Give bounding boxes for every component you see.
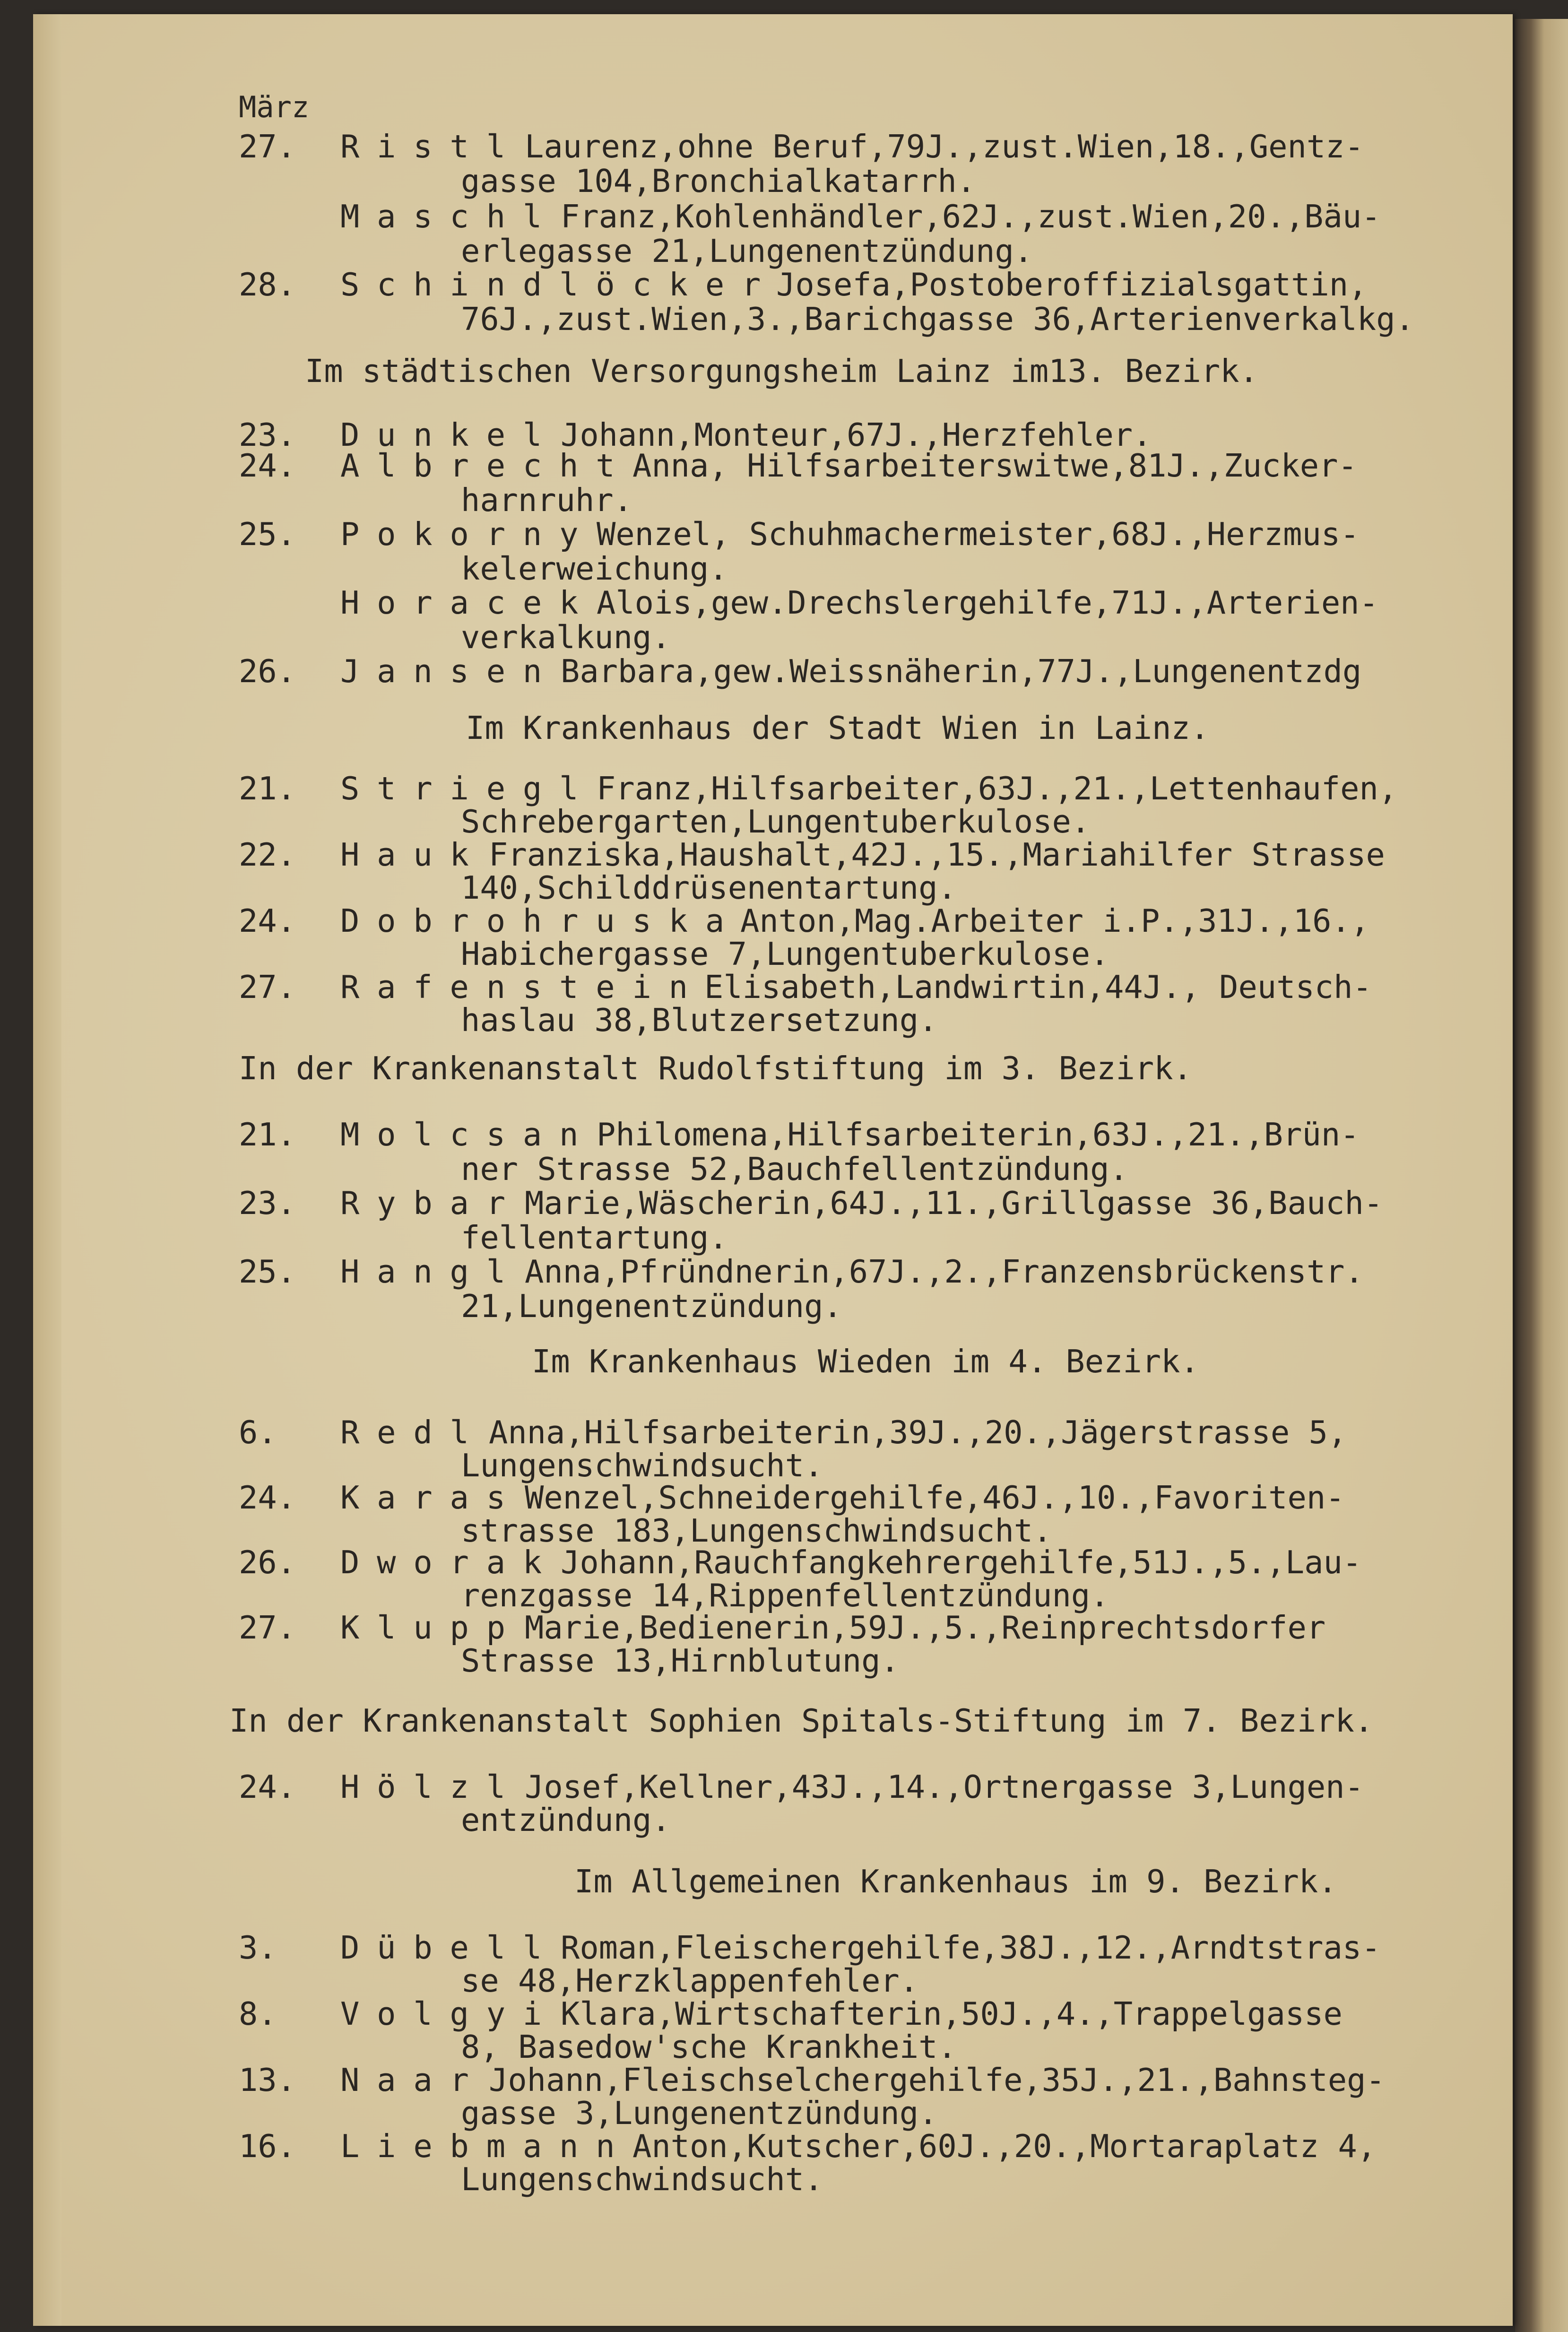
entry-details: Franz,Kohlenhändler,62J.,zust.Wien,20.,Bäu-	[561, 198, 1381, 235]
entry-day: 24.	[239, 902, 296, 939]
entry-day: 23.	[239, 416, 296, 453]
entry-details: Franziska,Haushalt,42J.,15.,Mariahilfer Strasse	[489, 836, 1385, 873]
entry-details-continued: entzündung.	[461, 1802, 671, 1838]
entry-details: Johann,Monteur,67J.,Herzfehler.	[561, 416, 1152, 453]
entry-day: 24.	[239, 447, 296, 484]
section-heading: Im städtischen Versorgungsheim Lainz im13. Bezirk.	[305, 353, 1258, 390]
entry-surname: Liebmann	[340, 2128, 632, 2165]
entry-surname: Pokorny	[340, 516, 596, 553]
entry-day: 27.	[239, 969, 296, 1006]
entry-surname: Dobrohruska	[340, 902, 742, 939]
entry-details: Josefa,Postoberoffizialsgattin,	[776, 266, 1368, 303]
entry-surname: Dunkel	[340, 416, 560, 453]
entry-details-continued: Strasse 13,Hirnblutung.	[461, 1642, 900, 1679]
entry-details-continued: ner Strasse 52,Bauchfellentzündung.	[461, 1151, 1128, 1188]
entry-day: 21.	[239, 770, 296, 807]
entry-details: Franz,Hilfsarbeiter,63J.,21.,Lettenhaufen,	[597, 770, 1398, 807]
section-heading: In der Krankenanstalt Rudolfstiftung im 3. Bezirk.	[239, 1050, 1192, 1087]
section-heading: Im Krankenhaus Wieden im 4. Bezirk.	[532, 1343, 1199, 1380]
entry-day: 27.	[239, 128, 296, 165]
entry-surname: Naar	[340, 2062, 486, 2098]
entry-details-continued: renzgasse 14,Rippenfellentzündung.	[461, 1577, 1109, 1614]
section-heading: Im Allgemeinen Krankenhaus im 9. Bezirk.	[574, 1863, 1337, 1900]
entry-surname: Dübell	[340, 1929, 560, 1966]
entry-details-continued: harnruhr.	[461, 482, 633, 519]
section-heading: Im Krankenhaus der Stadt Wien in Lainz.	[466, 710, 1210, 746]
entry-details: Roman,Fleischergehilfe,38J.,12.,Arndtstras-	[561, 1929, 1381, 1966]
entry-details-continued: 76J.,zust.Wien,3.,Barichgasse 36,Arterienverkalkg.	[461, 301, 1414, 338]
entry-details: Anna, Hilfsarbeiterswitwe,81J.,Zucker-	[632, 447, 1357, 484]
entry-details-continued: Lungenschwindsucht.	[461, 1447, 823, 1484]
entry-details: Anton,Kutscher,60J.,20.,Mortaraplatz 4,	[632, 2128, 1377, 2165]
entry-details-continued: haslau 38,Blutzersetzung.	[461, 1002, 938, 1039]
entry-surname: Dworak	[340, 1544, 560, 1581]
entry-details: Laurenz,ohne Beruf,79J.,zust.Wien,18.,Gentz-	[525, 128, 1364, 165]
entry-day: 8.	[239, 1995, 277, 2032]
entry-details-continued: 21,Lungenentzündung.	[461, 1288, 842, 1325]
entry-day: 25.	[239, 1253, 296, 1290]
entry-details: Anna,Hilfsarbeiterin,39J.,20.,Jägerstrasse 5,	[489, 1414, 1347, 1451]
page-gutter	[33, 14, 61, 2326]
entry-surname: Hölzl	[340, 1769, 523, 1805]
entry-surname: Maschl	[340, 198, 560, 235]
entry-details-continued: fellentartung.	[461, 1219, 728, 1256]
entry-details-continued: kelerweichung.	[461, 550, 728, 587]
entry-surname: Rafenstein	[340, 969, 705, 1006]
entry-surname: Hangl	[340, 1253, 523, 1290]
entry-details: Anton,Mag.Arbeiter i.P.,31J.,16.,	[740, 902, 1370, 939]
entry-day: 13.	[239, 2062, 296, 2098]
entry-day: 25.	[239, 516, 296, 553]
entry-surname: Ristl	[340, 128, 523, 165]
entry-details-continued: gasse 3,Lungenentzündung.	[461, 2095, 938, 2132]
entry-surname: Volgyi	[340, 1995, 560, 2032]
entry-details-continued: Lungenschwindsucht.	[461, 2161, 823, 2198]
entry-day: 28.	[239, 266, 296, 303]
entry-day: 21.	[239, 1116, 296, 1153]
entry-day: 27.	[239, 1609, 296, 1646]
entry-surname: Hauk	[340, 836, 486, 873]
entry-details-continued: Schrebergarten,Lungentuberkulose.	[461, 803, 1091, 840]
entry-details: Anna,Pfründnerin,67J.,2.,Franzensbrückenstr.	[525, 1253, 1364, 1290]
entry-details: Elisabeth,Landwirtin,44J., Deutsch-	[704, 969, 1372, 1006]
entry-details: Josef,Kellner,43J.,14.,Ortnergasse 3,Lungen-	[525, 1769, 1364, 1805]
entry-surname: Rybar	[340, 1185, 523, 1222]
entry-day: 6.	[239, 1414, 277, 1451]
entry-details: Wenzel, Schuhmachermeister,68J.,Herzmus-	[597, 516, 1360, 553]
entry-day: 23.	[239, 1185, 296, 1222]
entry-day: 16.	[239, 2128, 296, 2165]
entry-surname: Karas	[340, 1479, 523, 1516]
entry-surname: Klupp	[340, 1609, 523, 1646]
entry-day: 3.	[239, 1929, 277, 1966]
entry-details-continued: 8, Basedow'sche Krankheit.	[461, 2029, 957, 2065]
entry-surname: Horacek	[340, 584, 596, 621]
entry-details: Klara,Wirtschafterin,50J.,4.,Trappelgasse	[561, 1995, 1343, 2032]
entry-details: Wenzel,Schneidergehilfe,46J.,10.,Favoriten-	[525, 1479, 1345, 1516]
entry-day: 26.	[239, 653, 296, 690]
entry-surname: Striegl	[340, 770, 596, 807]
entry-day: 26.	[239, 1544, 296, 1581]
entry-surname: Molcsan	[340, 1116, 596, 1153]
entry-details: Johann,Fleischselchergehilfe,35J.,21.,Bahnsteg-	[489, 2062, 1385, 2098]
entry-details: Marie,Bedienerin,59J.,5.,Reinprechtsdorfer	[525, 1609, 1326, 1646]
entry-details: Philomena,Hilfsarbeiterin,63J.,21.,Brün-	[597, 1116, 1360, 1153]
entry-details-continued: Habichergasse 7,Lungentuberkulose.	[461, 936, 1109, 972]
month-label: März	[239, 90, 310, 124]
entry-day: 24.	[239, 1479, 296, 1516]
entry-day: 22.	[239, 836, 296, 873]
entry-day: 24.	[239, 1769, 296, 1805]
entry-details-continued: verkalkung.	[461, 619, 671, 656]
entry-details: Barbara,gew.Weissnäherin,77J.,Lungenentzdg	[561, 653, 1362, 690]
entry-details-continued: se 48,Herzklappenfehler.	[461, 1962, 919, 1999]
entry-surname: Albrecht	[340, 447, 632, 484]
next-page-edge	[1515, 19, 1568, 2332]
entry-details-continued: gasse 104,Bronchialkatarrh.	[461, 163, 976, 199]
entry-details: Marie,Wäscherin,64J.,11.,Grillgasse 36,Bauch-	[525, 1185, 1383, 1222]
entry-details-continued: erlegasse 21,Lungenentzündung.	[461, 233, 1033, 269]
entry-details: Johann,Rauchfangkehrergehilfe,51J.,5.,Lau-	[561, 1544, 1362, 1581]
entry-details: Alois,gew.Drechslergehilfe,71J.,Arterien-	[597, 584, 1378, 621]
entry-surname: Jansen	[340, 653, 560, 690]
entry-surname: Schindlöcker	[340, 266, 779, 303]
entry-details-continued: 140,Schilddrüsenentartung.	[461, 869, 957, 906]
section-heading: In der Krankenanstalt Sophien Spitals-Stiftung im 7. Bezirk.	[229, 1702, 1374, 1739]
entry-details-continued: strasse 183,Lungenschwindsucht.	[461, 1512, 1052, 1549]
entry-surname: Redl	[340, 1414, 486, 1451]
